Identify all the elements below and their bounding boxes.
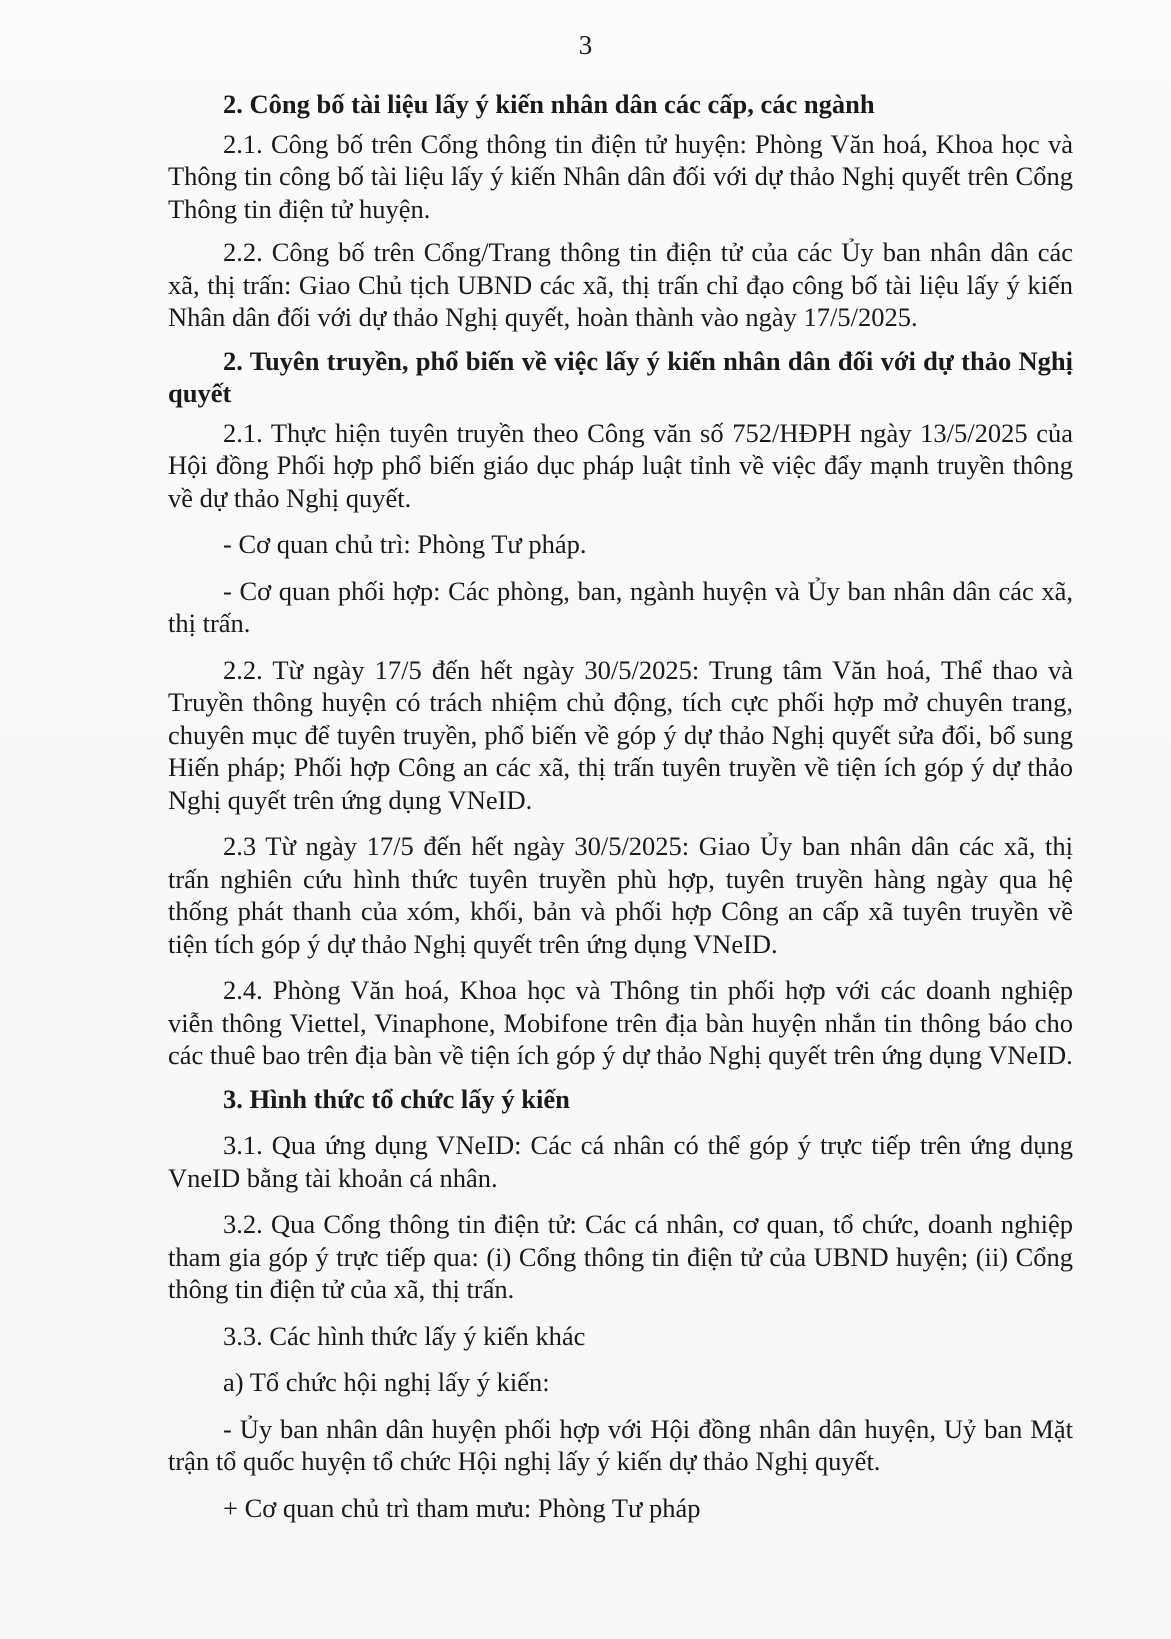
paragraph-coop-agency: - Cơ quan phối hợp: Các phòng, ban, ngành huyện và Ủy ban nhân dân các xã, thị trấn. — [168, 575, 1073, 638]
section-heading-propaganda: 2. Tuyên truyền, phổ biến về việc lấy ý kiến nhân dân đối với dự thảo Nghị quyết — [168, 345, 1073, 408]
page-number: 3 — [578, 30, 593, 60]
paragraph-3-3-a: a) Tổ chức hội nghị lấy ý kiến: — [223, 1367, 550, 1397]
paragraph-3-2: 3.2. Qua Cổng thông tin điện tử: Các cá nhân, cơ quan, tổ chức, doanh nghiệp tham gia góp ý trực tiếp qua: (i) Cổng thông tin điện tử của UBND huyện; (ii) Cổng thông tin điện tử của xã, thị trấn. — [168, 1209, 1073, 1304]
paragraph-3-1: 3.1. Qua ứng dụng VNeID: Các cá nhân có thể góp ý trực tiếp trên ứng dụng VneID bằng tài khoản cá nhân. — [168, 1130, 1073, 1193]
paragraph-2-3-propaganda: 2.3 Từ ngày 17/5 đến hết ngày 30/5/2025: Giao Ủy ban nhân dân các xã, thị trấn nghiên cứu hình thức tuyên truyền phù hợp, tuyên truyền hàng ngày qua hệ thống phát thanh của xóm, khối, bản và phối hợp Công an cấp xã tuyên truyền về tiện tích góp ý dự thảo Nghị quyết trên ứng dụng VNeID. — [168, 831, 1073, 959]
paragraph-3-3-a-1: - Ủy ban nhân dân huyện phối hợp với Hội đồng nhân dân huyện, Uỷ ban Mặt trận tổ quốc huyện tổ chức Hội nghị lấy ý kiến dự thảo Nghị quyết. — [168, 1413, 1073, 1476]
paragraph-3-3-a-2: + Cơ quan chủ trì tham mưu: Phòng Tư pháp — [223, 1492, 701, 1523]
paragraph-2-2-publication: 2.2. Công bố trên Cổng/Trang thông tin điện tử của các Ủy ban nhân dân các xã, thị trấn: Giao Chủ tịch UBND các xã, thị trấn chỉ đạo công bố tài liệu lấy ý kiến Nhân dân đối với dự thảo Nghị quyết, hoàn thành vào ngày 17/5/2025. — [168, 237, 1073, 332]
section-heading-publication: 2. Công bố tài liệu lấy ý kiến nhân dân các cấp, các ngành — [223, 89, 875, 119]
paragraph-lead-agency: - Cơ quan chủ trì: Phòng Tư pháp. — [223, 529, 587, 559]
paragraph-2-4-propaganda: 2.4. Phòng Văn hoá, Khoa học và Thông tin phối hợp với các doanh nghiệp viễn thông Viettel, Vinaphone, Mobifone trên địa bàn huyện nhắn tin thông báo cho các thuê bao trên địa bàn về tiện ích góp ý dự thảo Nghị quyết trên ứng dụng VNeID. — [168, 975, 1073, 1070]
document-body — [168, 88, 1073, 1524]
paragraph-2-1-publication: 2.1. Công bố trên Cổng thông tin điện tử huyện: Phòng Văn hoá, Khoa học và Thông tin công bố tài liệu lấy ý kiến Nhân dân đối với dự thảo Nghị quyết trên Cổng Thông tin điện tử huyện. — [168, 128, 1073, 224]
section-heading-forms: 3. Hình thức tổ chức lấy ý kiến — [223, 1083, 570, 1114]
paragraph-3-3: 3.3. Các hình thức lấy ý kiến khác — [223, 1320, 586, 1351]
paragraph-2-2-propaganda: 2.2. Từ ngày 17/5 đến hết ngày 30/5/2025: Trung tâm Văn hoá, Thể thao và Truyền thông huyện có trách nhiệm chủ động, tích cực phối hợp mở chuyên trang, chuyên mục để tuyên truyền, phổ biến về góp ý dự thảo Nghị quyết sửa đổi, bổ sung Hiến pháp; Phối hợp Công an các xã, thị trấn tuyên truyền về tiện ích góp ý dự thảo Nghị quyết trên ứng dụng VNeID. — [168, 654, 1073, 815]
paragraph-2-1-propaganda: 2.1. Thực hiện tuyên truyền theo Công văn số 752/HĐPH ngày 13/5/2025 của Hội đồng Phối hợp phổ biến giáo dục pháp luật tỉnh về việc đẩy mạnh truyền thông về dự thảo Nghị quyết. — [168, 417, 1073, 513]
